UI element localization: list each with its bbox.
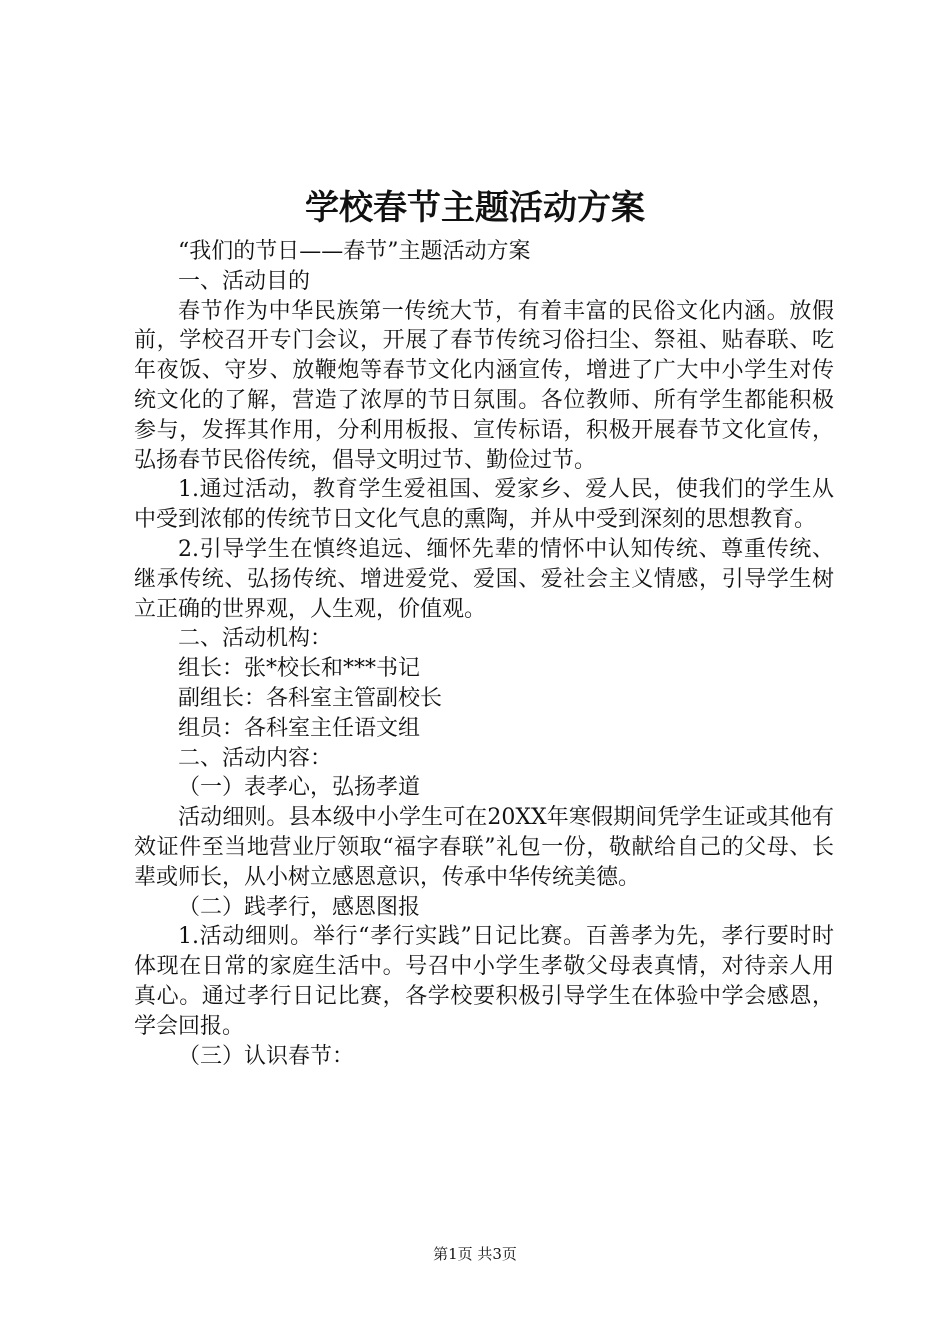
paragraph-subsection-1-details: 活动细则。县本级中小学生可在20XX年寒假期间凭学生证或其他有效证件至当地营业厅领取“福字春联”礼包一份，敬献给自己的父母、长辈或师长，从小树立感恩意识，传承中华传统美德。 (134, 805, 834, 890)
paragraph-leader: 组长：张*校长和***书记 (178, 656, 421, 682)
paragraph-members: 组员：各科室主任语文组 (178, 715, 421, 741)
subsection-heading-2: （二）践孝行，感恩图报 (178, 894, 421, 920)
paragraph-purpose-intro: 春节作为中华民族第一传统大节，有着丰富的民俗文化内涵。放假前，学校召开专门会议，开展了春节传统习俗扫尘、祭祖、贴春联、吃年夜饭、守岁、放鞭炮等春节文化内涵宣传，增进了广大中小学生对传统文化的了解，营造了浓厚的节日氛围。各位教师、所有学生都能积极参与，发挥其作用，分利用板报、宣传标语，积极开展春节文化宣传，弘扬春节民俗传统，倡导文明过节、勤俭过节。 (134, 298, 834, 473)
subsection-heading-3: （三）认识春节： (178, 1043, 355, 1069)
paragraph-purpose-item-2: 2.引导学生在慎终追远、缅怀先辈的情怀中认知传统、尊重传统、继承传统、弘扬传统、增进爱党、爱国、爱社会主义情感，引导学生树立正确的世界观，人生观，价值观。 (134, 536, 834, 622)
paragraph-deputy-leader: 副组长：各科室主管副校长 (178, 685, 443, 711)
page-footer: 第1页 共3页 (433, 1245, 517, 1263)
document-title: 学校春节主题活动方案 (305, 188, 645, 228)
section-heading-organization: 二、活动机构： (178, 626, 333, 652)
document-body (134, 237, 834, 1071)
section-heading-purpose: 一、活动目的 (178, 268, 311, 294)
section-heading-content: 二、活动内容： (178, 745, 333, 771)
subsection-heading-1: （一）表孝心，弘扬孝道 (178, 775, 421, 801)
paragraph-subtitle: “我们的节日——春节”主题活动方案 (178, 239, 531, 264)
paragraph-subsection-2-details: 1.活动细则。举行“孝行实践”日记比赛。百善孝为先，孝行要时时体现在日常的家庭生活中。号召中小学生孝敬父母表真情，对待亲人用真心。通过孝行日记比赛，各学校要积极引导学生在体验中学会感恩，学会回报。 (134, 924, 834, 1039)
paragraph-purpose-item-1: 1.通过活动，教育学生爱祖国、爱家乡、爱人民，使我们的学生从中受到浓郁的传统节日文化气息的熏陶，并从中受到深刻的思想教育。 (134, 477, 834, 533)
